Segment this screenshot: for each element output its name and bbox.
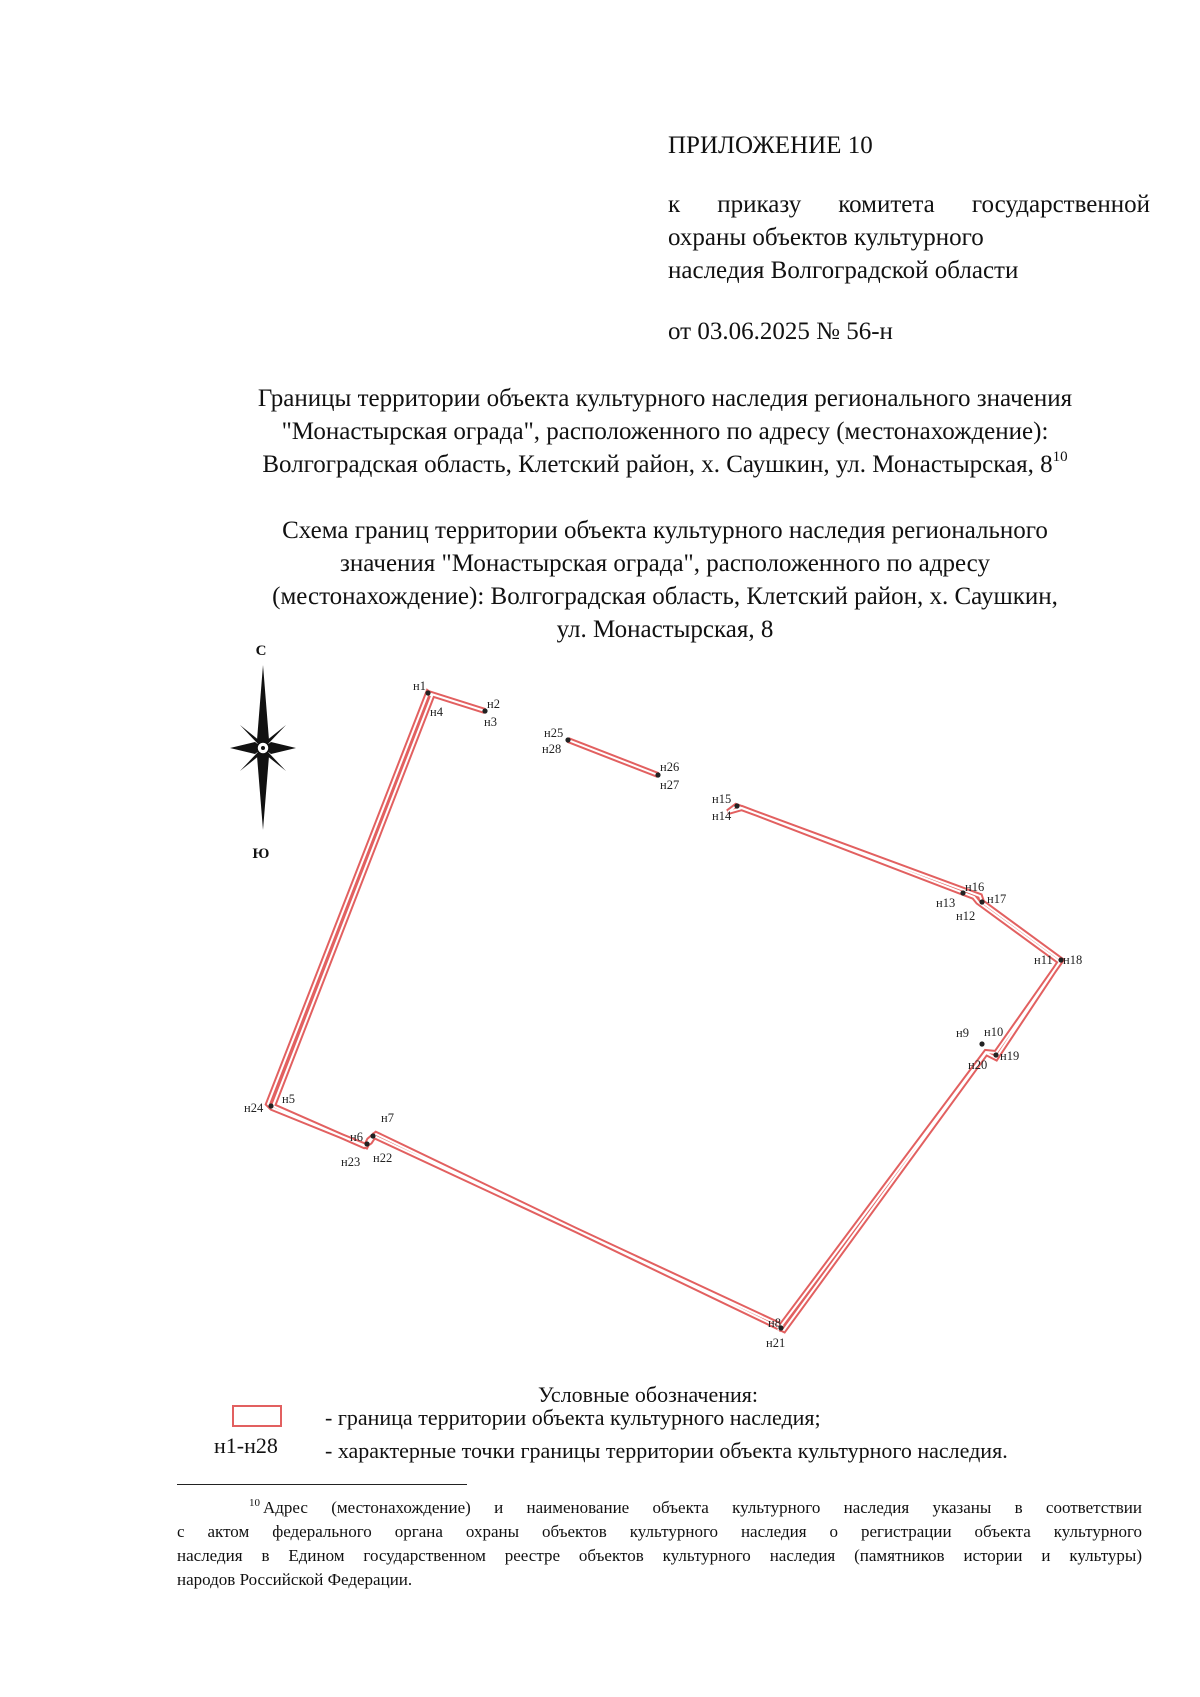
heading-line: Границы территории объекта культурного наследия регионального значения: [257, 385, 1073, 412]
legend-points-label: н1-н28: [214, 1433, 278, 1458]
point-label: н19: [1000, 1049, 1020, 1063]
point-label: н18: [1063, 953, 1083, 967]
legend-boundary-text: - граница территории объекта культурного наследия;: [325, 1405, 821, 1430]
point-marker: [370, 1133, 375, 1138]
compass-rose-icon: [230, 643, 296, 862]
point-marker: [993, 1052, 998, 1057]
point-label: н6: [350, 1130, 363, 1144]
scheme-title-line: значения "Монастырская ограда", расположенного по адресу: [340, 550, 990, 577]
point-label: н3: [484, 715, 497, 729]
point-label: н13: [936, 896, 956, 910]
point-label: н16: [965, 880, 985, 894]
footnote: [177, 1496, 1142, 1592]
footnote-line: наследия в Едином государственном реестре объектов культурного наследия (памятников истории и культуры): [177, 1546, 1142, 1565]
heading-line-text: Волгоградская область, Клетский район, х. Саушкин, ул. Монастырская, 8: [262, 451, 1053, 478]
legend-title: Условные обозначения:: [538, 1382, 759, 1407]
compass-north-label: С: [255, 643, 267, 659]
heading-footnote-mark: 10: [1052, 449, 1068, 465]
appendix-title: ПРИЛОЖЕНИЕ 10: [668, 132, 873, 159]
point-label: н22: [373, 1151, 393, 1165]
point-marker: [979, 899, 984, 904]
point-label: н4: [430, 705, 443, 719]
point-label: н1: [413, 679, 426, 693]
point-label: н7: [381, 1111, 394, 1125]
boundary-segment-n25-n26-inner: [568, 740, 658, 775]
point-label: н9: [956, 1026, 969, 1040]
scheme-title-line: (местонахождение): Волгоградская область, Клетский район, х. Саушкин,: [272, 583, 1058, 610]
point-label: н8: [768, 1316, 781, 1330]
point-label: н26: [660, 760, 680, 774]
point-label: н17: [987, 892, 1007, 906]
order-reference-line: наследия Волгоградской области: [668, 257, 1019, 284]
footnote-line-first: [177, 1496, 1142, 1520]
point-marker: [979, 1041, 984, 1046]
point-labels: [244, 679, 1082, 1350]
footnote-text: Адрес (местонахождение) и наименование объекта культурного наследия указаны в соответствии: [263, 1498, 1142, 1517]
point-label: н12: [956, 909, 976, 923]
point-label: н21: [766, 1336, 786, 1350]
point-label: н24: [244, 1101, 264, 1115]
point-label: н28: [542, 742, 562, 756]
footnote-rule: [177, 1484, 467, 1485]
point-label: н10: [984, 1025, 1004, 1039]
point-marker: [268, 1103, 273, 1108]
point-marker: [734, 803, 739, 808]
footnote-mark: 10: [249, 1497, 260, 1509]
footnote-line: народов Российской Федерации.: [177, 1570, 413, 1589]
order-reference-line: охраны объектов культурного: [668, 224, 984, 251]
legend-points-text: - характерные точки границы территории объекта культурного наследия.: [325, 1438, 1008, 1463]
footnote-line: с актом федерального органа охраны объектов культурного наследия о регистрации объекта культурного: [177, 1522, 1142, 1541]
heading-line: "Монастырская ограда", расположенного по адресу (местонахождение):: [281, 418, 1049, 445]
point-label: н5: [282, 1092, 295, 1106]
order-reference-line: к приказу комитета государственной: [668, 191, 1150, 218]
point-label: н27: [660, 778, 680, 792]
point-label: н23: [341, 1155, 361, 1169]
scheme-title-line: ул. Монастырская, 8: [556, 616, 774, 643]
scheme-title-line: Схема границ территории объекта культурного наследия регионального: [282, 517, 1048, 544]
compass-south-label: Ю: [252, 846, 270, 862]
order-date: от 03.06.2025 № 56-н: [668, 318, 893, 345]
point-label: н15: [712, 792, 732, 806]
point-label: н25: [544, 726, 564, 740]
point-marker: [565, 737, 570, 742]
point-label: н11: [1034, 953, 1053, 967]
point-label: н2: [487, 697, 500, 711]
legend-boundary-swatch: [232, 1405, 282, 1427]
point-marker: [364, 1141, 369, 1146]
point-marker: [425, 690, 430, 695]
point-label: н20: [968, 1058, 988, 1072]
point-label: н14: [712, 809, 732, 823]
